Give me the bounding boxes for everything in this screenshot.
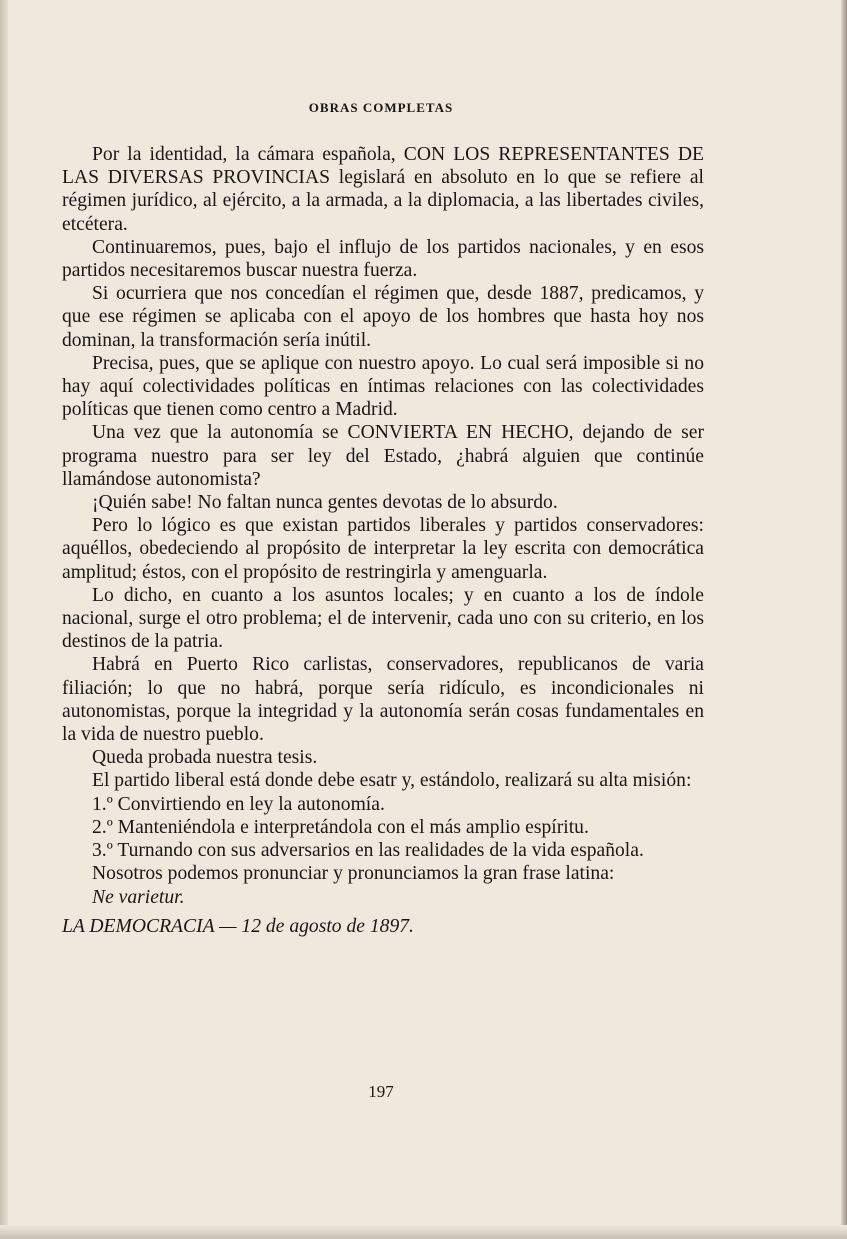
paragraph: El partido liberal está donde debe esatr y, estándolo, realizará su alta misión: xyxy=(92,770,692,792)
paragraph: Por la identidad, la cámara española, CON LOS REPRESENTANTES DE LAS DIVERSAS PROVINCIAS legislará en absoluto en lo que se refiere al régimen jurídico, al ejército, a la armada, a la diplomacia, a las libertades civiles, etcétera. xyxy=(62,144,704,235)
paragraph: Habrá en Puerto Rico carlistas, conservadores, republicanos de varia filiación; lo que no habrá, porque sería ridículo, es incondicionales ni autonomistas, porque la integridad y la autonomía serán cosas fundamentales en la vida de nuestro pueblo. xyxy=(62,654,704,746)
paragraph: ¡Quién sabe! No faltan nunca gentes devotas de lo absurdo. xyxy=(92,492,558,514)
list-item: 1.º Convirtiendo en ley la autonomía. xyxy=(92,793,385,815)
paragraph: Pero lo lógico es que existan partidos liberales y partidos conservadores: aquéllos, obedeciendo al propósito de interpretar la ley escrita con democrática amplitud; éstos, con el propósito de restringirla y amenguarla. xyxy=(62,515,704,583)
paragraph: Si ocurriera que nos concedían el régimen que, desde 1887, predicamos, y que ese régimen se aplicaba con el apoyo de los hombres que hasta hoy nos dominan, la transformación sería inútil. xyxy=(62,283,704,351)
page-left-edge xyxy=(0,0,8,1239)
list-item: 3.º Turnando con sus adversarios en las realidades de la vida española. xyxy=(92,840,644,862)
running-head: OBRAS COMPLETAS xyxy=(308,100,454,115)
body-text xyxy=(62,143,704,938)
paragraph: Nosotros podemos pronunciar y pronunciamos la gran frase latina: xyxy=(92,863,615,885)
paragraph: Lo dicho, en cuanto a los asuntos locales; y en cuanto a los de índole nacional, surge el otro problema; el de intervenir, cada uno con su criterio, en los destinos de la patria. xyxy=(62,584,704,653)
latin-phrase: Ne varietur. xyxy=(92,886,185,908)
signature: LA DEMOCRACIA — 12 de agosto de 1897. xyxy=(62,915,414,937)
paragraph: Precisa, pues, que se aplique con nuestro apoyo. Lo cual será imposible si no hay aquí colectividades políticas en íntimas relaciones con las colectividades políticas que tienen como centro a Madrid. xyxy=(62,352,704,421)
page-bottom-shadow xyxy=(0,1225,847,1239)
page-right-edge xyxy=(841,0,847,1239)
list-item: 2.º Manteniéndola e interpretándola con el más amplio espíritu. xyxy=(92,816,589,838)
paragraph: Queda probada nuestra tesis. xyxy=(92,747,318,769)
paragraph: Continuaremos, pues, bajo el influjo de los partidos nacionales, y en esos partidos necesitaremos buscar nuestra fuerza. xyxy=(62,236,704,282)
page-number: 197 xyxy=(368,1082,394,1101)
paragraph: Una vez que la autonomía se CONVIERTA EN HECHO, dejando de ser programa nuestro para ser ley del Estado, ¿habrá alguien que continúe llamándose autonomista? xyxy=(62,422,704,490)
